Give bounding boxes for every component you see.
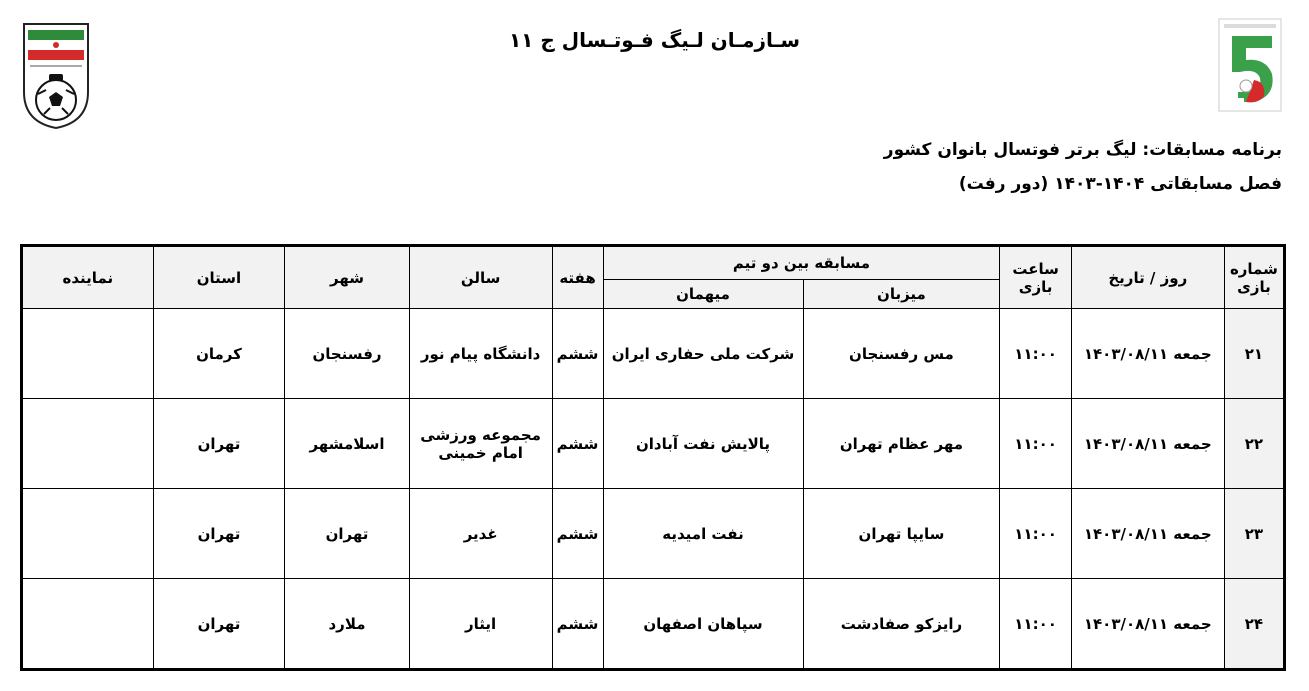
match-representative: [22, 309, 154, 399]
header-row: [22, 246, 1285, 280]
match-time: ۱۱:۰۰: [1000, 309, 1071, 399]
guest-team: شرکت ملی حفاری ایران: [603, 309, 803, 399]
match-week: ششم: [552, 579, 603, 670]
header-week: هفته: [552, 246, 603, 309]
match-city: اسلامشهر: [285, 399, 409, 489]
match-time: ۱۱:۰۰: [1000, 579, 1071, 670]
header-match-between: مسابقه بین دو تیم: [603, 246, 1000, 280]
match-hall: ایثار: [409, 579, 552, 670]
header-city: شهر: [285, 246, 409, 309]
schedule-table: [20, 244, 1286, 671]
match-representative: [22, 399, 154, 489]
match-hall: دانشگاه پیام نور: [409, 309, 552, 399]
host-team: مهر عظام تهران: [803, 399, 1000, 489]
season-line: فصل مسابقاتی ۱۴۰۴-۱۴۰۳ (دور رفت): [958, 174, 1282, 194]
table-row: [22, 399, 1285, 489]
match-representative: [22, 489, 154, 579]
match-date: جمعه ۱۴۰۳/۰۸/۱۱: [1071, 579, 1224, 670]
match-number: ۲۳: [1224, 489, 1284, 579]
table-row: [22, 309, 1285, 399]
header-time: ساعت بازی: [1000, 246, 1071, 309]
host-team: مس رفسنجان: [803, 309, 1000, 399]
match-week: ششم: [552, 399, 603, 489]
match-date: جمعه ۱۴۰۳/۰۸/۱۱: [1071, 489, 1224, 579]
match-province: تهران: [153, 489, 285, 579]
table-row: [22, 579, 1285, 670]
match-number: ۲۱: [1224, 309, 1284, 399]
match-representative: [22, 579, 154, 670]
header-date: روز / تاریخ: [1071, 246, 1224, 309]
table-row: [22, 489, 1285, 579]
document-title: سـازمـان لـيگ فـوتـسال ج ۱۱: [508, 28, 801, 52]
match-hall: مجموعه ورزشی امام خمینی: [409, 399, 552, 489]
guest-team: پالایش نفت آبادان: [603, 399, 803, 489]
guest-team: نفت امیدیه: [603, 489, 803, 579]
match-number: ۲۲: [1224, 399, 1284, 489]
host-team: رایزکو صفادشت: [803, 579, 1000, 670]
header-match-number: شماره بازی: [1224, 246, 1284, 309]
match-time: ۱۱:۰۰: [1000, 399, 1071, 489]
header-host: میزبان: [803, 280, 1000, 309]
match-city: رفسنجان: [285, 309, 409, 399]
match-time: ۱۱:۰۰: [1000, 489, 1071, 579]
header-hall: سالن: [409, 246, 552, 309]
match-week: ششم: [552, 309, 603, 399]
match-week: ششم: [552, 489, 603, 579]
match-city: ملارد: [285, 579, 409, 670]
match-province: تهران: [153, 399, 285, 489]
match-date: جمعه ۱۴۰۳/۰۸/۱۱: [1071, 309, 1224, 399]
host-team: سایپا تهران: [803, 489, 1000, 579]
match-province: کرمان: [153, 309, 285, 399]
header-province: استان: [153, 246, 285, 309]
header-representative: نماینده: [22, 246, 154, 309]
match-hall: غدیر: [409, 489, 552, 579]
match-city: تهران: [285, 489, 409, 579]
match-province: تهران: [153, 579, 285, 670]
match-date: جمعه ۱۴۰۳/۰۸/۱۱: [1071, 399, 1224, 489]
program-line: برنامه مسابقات: لیگ برتر فوتسال بانوان کشور: [883, 140, 1282, 160]
guest-team: سپاهان اصفهان: [603, 579, 803, 670]
header-guest: میهمان: [603, 280, 803, 309]
match-number: ۲۴: [1224, 579, 1284, 670]
